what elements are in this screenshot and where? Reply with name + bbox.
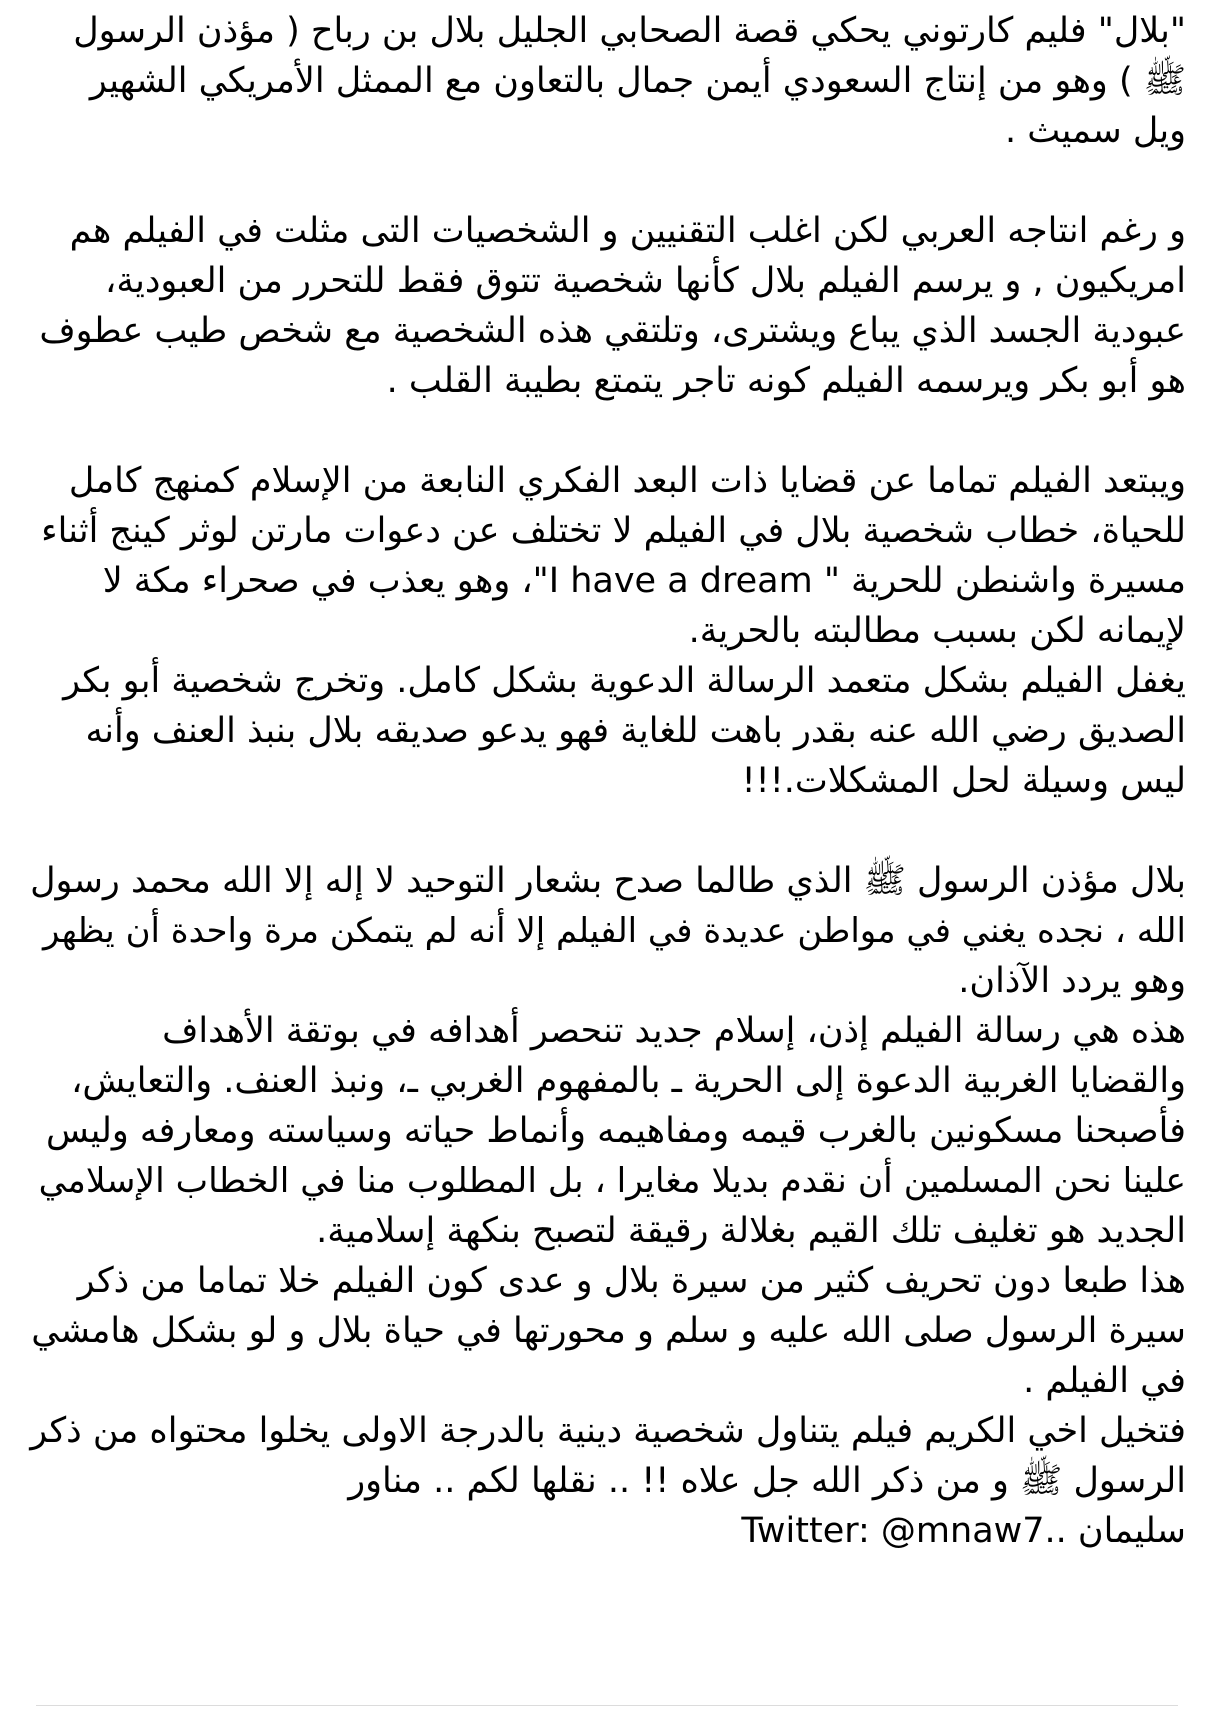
- text-line: بلال مؤذن الرسول ﷺ الذي طالما صدح بشعار التوحيد لا إله إلا الله محمد رسول: [30, 861, 1186, 901]
- text-line: وهو يردد الآذان.: [958, 961, 1186, 1001]
- text-line: والقضايا الغربية الدعوة إلى الحرية ـ بالمفهوم الغربي ـ، ونبذ العنف. والتعايش،: [71, 1061, 1186, 1101]
- text-line: عبودية الجسد الذي يباع ويشترى، وتلتقي هذه الشخصية مع شخص طيب عطوف: [39, 311, 1186, 351]
- text-line: لإيمانه لكن بسبب مطالبته بالحرية.: [688, 611, 1186, 651]
- paragraph-production: [28, 206, 1186, 406]
- text-line: ويبتعد الفيلم تماما عن قضايا ذات البعد الفكري النابعة من الإسلام كمنهج كامل: [68, 461, 1186, 501]
- text-line: ويل سميث .: [1004, 111, 1186, 151]
- paragraph-critique: [28, 456, 1186, 806]
- text-line: فأصبحنا مسكونين بالغرب قيمه ومفاهيمه وأنماط حياته وسياسته ومعارفه وليس: [46, 1111, 1186, 1151]
- text-line: هذه هي رسالة الفيلم إذن، إسلام جديد تنحصر أهدافه في بوتقة الأهداف: [162, 1011, 1186, 1051]
- text-line: الجديد هو تغليف تلك القيم بغلالة رقيقة لتصبح بنكهة إسلامية.: [316, 1211, 1186, 1251]
- text-line: ﷺ ) وهو من إنتاج السعودي أيمن جمال بالتعاون مع الممثل الأمريكي الشهير: [89, 61, 1186, 101]
- text-line: الرسول ﷺ و من ذكر الله جل علاه !! .. نقلها لكم .. مناور: [348, 1461, 1186, 1501]
- text-line: في الفيلم .: [1023, 1361, 1186, 1401]
- article-body: [28, 6, 1186, 1556]
- text-line: "بلال" فليم كارتوني يحكي قصة الصحابي الجليل بلال بن رباح ( مؤذن الرسول: [73, 11, 1186, 51]
- text-line: سيرة الرسول صلى الله عليه و سلم و محورتها في حياة بلال و لو بشكل هامشي: [31, 1311, 1186, 1351]
- text-line: الصديق رضي الله عنه بقدر باهت للغاية فهو يدعو صديقه بلال بنبذ العنف وأنه: [85, 711, 1186, 751]
- text-line: و رغم انتاجه العربي لكن اغلب التقنيين و الشخصيات التى مثلت في الفيلم هم: [69, 211, 1186, 251]
- text-line: الله ، نجده يغني في مواطن عديدة في الفيلم إلا أنه لم يتمكن مرة واحدة أن يظهر: [42, 911, 1186, 951]
- text-line: للحياة، خطاب شخصية بلال في الفيلم لا تختلف عن دعوات مارتن لوثر كينج أثناء: [41, 511, 1186, 551]
- signature-twitter-handle: سليمان ..Twitter: @mnaw7: [741, 1511, 1186, 1551]
- text-line: علينا نحن المسلمين أن نقدم بديلا مغايرا ، بل المطلوب منا في الخطاب الإسلامي: [38, 1161, 1186, 1201]
- text-line: فتخيل اخي الكريم فيلم يتناول شخصية دينية بالدرجة الاولى يخلوا محتواه من ذكر: [30, 1411, 1186, 1451]
- text-line: مسيرة واشنطن للحرية " I have a dream"، وهو يعذب في صحراء مكة لا: [102, 561, 1186, 601]
- text-line: امريكيون , و يرسم الفيلم بلال كأنها شخصية تتوق فقط للتحرر من العبودية،: [105, 261, 1186, 301]
- text-line: ليس وسيلة لحل المشكلات.!!!: [741, 761, 1186, 801]
- paragraph-message: [28, 856, 1186, 1506]
- paragraph-intro: [28, 6, 1186, 156]
- divider: [36, 1705, 1178, 1706]
- text-line: هو أبو بكر ويرسمه الفيلم كونه تاجر يتمتع بطيبة القلب .: [386, 361, 1186, 401]
- text-line: هذا طبعا دون تحريف كثير من سيرة بلال و عدى كون الفيلم خلا تماما من ذكر: [77, 1261, 1186, 1301]
- text-line: يغفل الفيلم بشكل متعمد الرسالة الدعوية بشكل كامل. وتخرج شخصية أبو بكر: [63, 661, 1186, 701]
